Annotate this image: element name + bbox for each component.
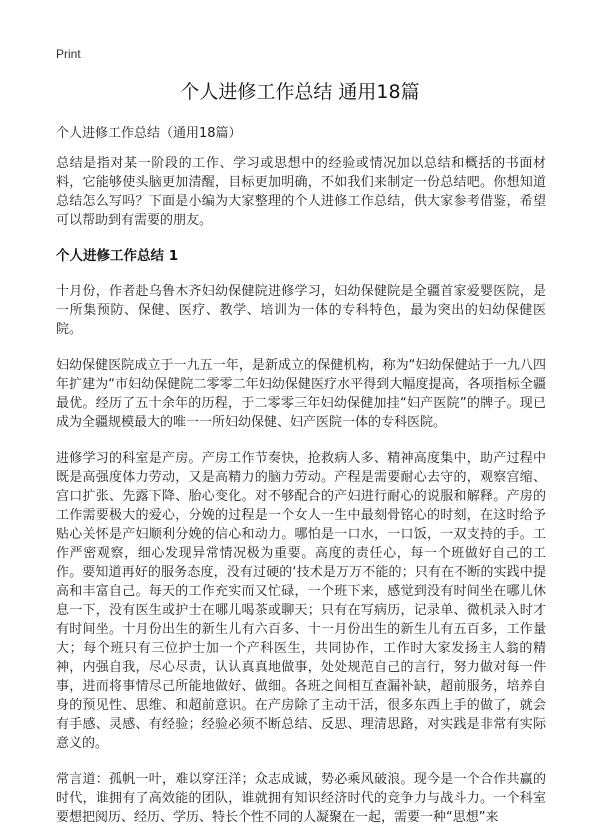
print-button[interactable]: Print [56, 47, 81, 61]
section-heading: 个人进修工作总结 1 [56, 248, 179, 264]
body-paragraph: 进修学习的科室是产房。产房工作节奏快，抢救病人多、精神高度集中，助产过程中既是高强度体力劳动，又是高精力的脑力劳动。产程是需要耐心去守的，观察宫缩、宫口扩张、先露下降、胎心变化。对不够配合的产妇进行耐心的说服和解释。产房的工作需要极大的爱心，分娩的过程是一个女人一生中最刻骨铭心的时刻，在这时给予贴心关怀是产妇顺利分娩的信心和动力。哪怕是一口水，一口饭，一双支持的手。工作严密观察，细心发现异常情况极为重要。高度的责任心，每一个班做好自己的工作。要知道再好的服务态度，没有过硬的‘技术是万万不能的；只有在不断的实践中提高和丰富自己。每天的工作充实而又忙碌，一个班下来，感觉到没有时间坐在哪儿休息一下，没有医生或护士在哪儿喝茶或聊天；只有在写病历，记录单、微机录入时才有时间坐。十月份出生的新生儿有六百多、十一月份出生的新生儿有五百多，工作量大；每个班只有三位护士加一个产科医生，共同协作，工作时大家发扬主人翁的精神，内强自我，尽心尽责，认认真真地做事，处处规范自己的言行，努力做对每一件事，进而将事情尽己所能地做好、做细。各班之间相互查漏补缺，超前服务，培养自身的预见性、思维、和超前意识。在产房除了主动干活，很多东西上手的做了，就会有手感、灵感、有经验；经验必须不断总结、反思、理清思路，对实践是非常有实际意义的。 [56, 451, 546, 751]
document-subtitle: 个人进修工作总结（通用18篇） [56, 126, 242, 141]
page-title: 个人进修工作总结 通用18篇 [180, 81, 420, 103]
intro-paragraph: 总结是指对某一阶段的工作、学习或思想中的经验或情况加以总结和概括的书面材料，它能够使头脑更加清醒，目标更加明确，不如我们来制定一份总结吧。你想知道总结怎么写吗？下面是小编为大家整理的个人进修工作总结，供大家参考借鉴，希望可以帮助到有需要的朋友。 [56, 156, 546, 228]
body-paragraph: 常言道：孤帆一叶，难以穿汪洋；众志成诚，势必乘风破浪。现今是一个合作共赢的时代，谁拥有了高效能的团队，谁就拥有知识经济时代的竞争力与战斗力。一个科室要想把阅历、经历、学历、特长个性不同的人凝聚在一起，需要一种“思想”来 [56, 772, 546, 825]
body-paragraph: 十月份，作者赴乌鲁木齐妇幼保健院进修学习，妇幼保健院是全疆首家爱婴医院，是一所集预防、保健、医疗、教学、培训为一体的专科特色，最为突出的妇幼保健医院。 [56, 284, 546, 337]
body-paragraph: 妇幼保健医院成立于一九五一年，是新成立的保健机构，称为“妇幼保健站于一九八四年扩建为“市妇幼保健院二零零二年妇幼保健医疗水平得到大幅度提高，各项指标全疆最优。经历了五十余年的历程，于二零零三年妇幼保健加挂“妇产医院”的牌子。现已成为全疆规模最大的唯一一所妇幼保健、妇产医院一体的专科医院。 [56, 358, 546, 430]
document-body [56, 124, 546, 828]
